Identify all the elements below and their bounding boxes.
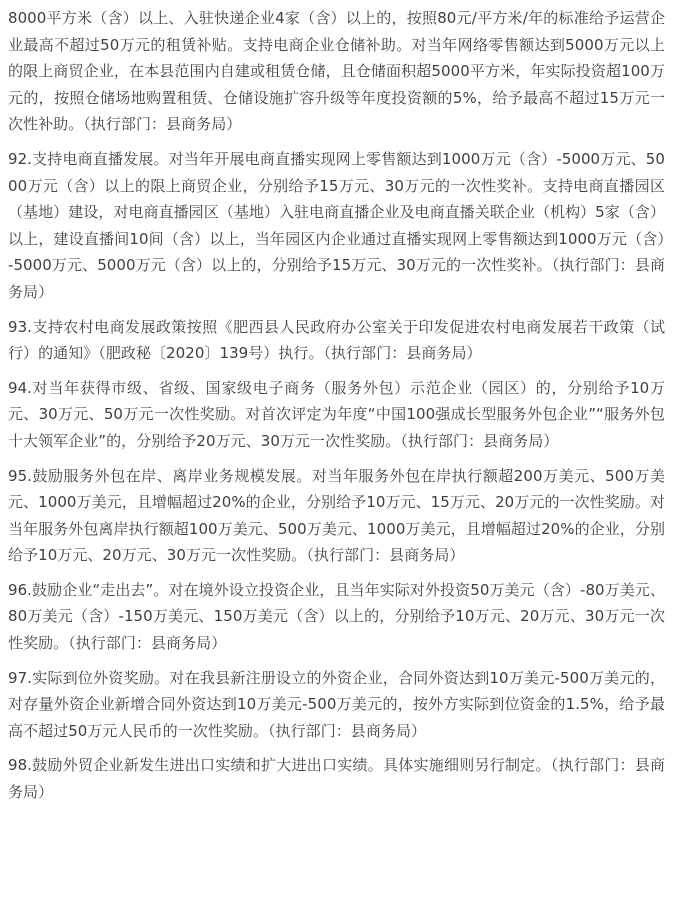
paragraph-93: 93.支持农村电商发展政策按照《肥西县人民政府办公室关于印发促进农村电商发展若干政策（试行）的通知》（肥政秘〔2020〕139号）执行。（执行部门：县商务局） (8, 317, 665, 363)
paragraph-94: 94.对当年获得市级、省级、国家级电子商务（服务外包）示范企业（园区）的，分别给予10万元、30万元、50万元一次性奖励。对首次评定为年度“中国100强成长型服务外包企业”“服务外包十大领军企业”的，分别给予20万元、30万元一次性奖励。（执行部门：县商务局） (8, 378, 665, 450)
paragraph-97: 97.实际到位外资奖励。对在我县新注册设立的外资企业，合同外资达到10万美元-500万美元的，对存量外资企业新增合同外资达到10万美元-500万美元的，按外方实际到位资金的1.5%，给予最高不超过50万元人民币的一次性奖励。（执行部门：县商务局） (8, 668, 665, 740)
paragraph-96: 96.鼓励企业“走出去”。对在境外设立投资企业，且当年实际对外投资50万美元（含）-80万美元、80万美元（含）-150万美元、150万美元（含）以上的，分别给予10万元、20万元、30万元一次性奖励。（执行部门：县商务局） (8, 580, 665, 653)
paragraph-92: 92.支持电商直播发展。对当年开展电商直播实现网上零售额达到1000万元（含）-5000万元、5000万元（含）以上的限上商贸企业，分别给予15万元、30万元的一次性奖补。支持电商直播园区（基地）建设，对电商直播园区（基地）入驻电商直播企业及电商直播关联企业（机构）5家（含）以上，建设直播间10间（含）以上，当年园区内企业通过直播实现网上零售额达到1000万元（含）-5000万元、5000万元（含）以上的，分别给予15万元、30万元的一次性奖补。（执行部门：县商务局） (8, 149, 665, 301)
paragraph-95: 95.鼓励服务外包在岸、离岸业务规模发展。对当年服务外包在岸执行额超200万美元、500万美元、1000万美元，且增幅超过20%的企业，分别给予10万元、15万元、20万元的一次性奖励。对当年服务外包离岸执行额超100万美元、500万美元、1000万美元，且增幅超过20%的企业，分别给予10万元、20万元、30万元一次性奖励。（执行部门：县商务局） (8, 466, 665, 565)
paragraph-91-continued: 8000平方米（含）以上、入驻快递企业4家（含）以上的，按照80元/平方米/年的标准给予运营企业最高不超过50万元的租赁补贴。支持电商企业仓储补助。对当年网络零售额达到5000万元以上的限上商贸企业，在本县范围内自建或租赁仓储，且仓储面积超5000平方米，年实际投资超100万元的，按照仓储场地购置租赁、仓储设施扩容升级等年度投资额的5%，给予最高不超过15万元一次性补助。（执行部门：县商务局） (8, 9, 665, 134)
paragraph-98: 98.鼓励外贸企业新发生进出口实绩和扩大进出口实绩。具体实施细则另行制定。（执行部门：县商务局） (8, 756, 665, 802)
